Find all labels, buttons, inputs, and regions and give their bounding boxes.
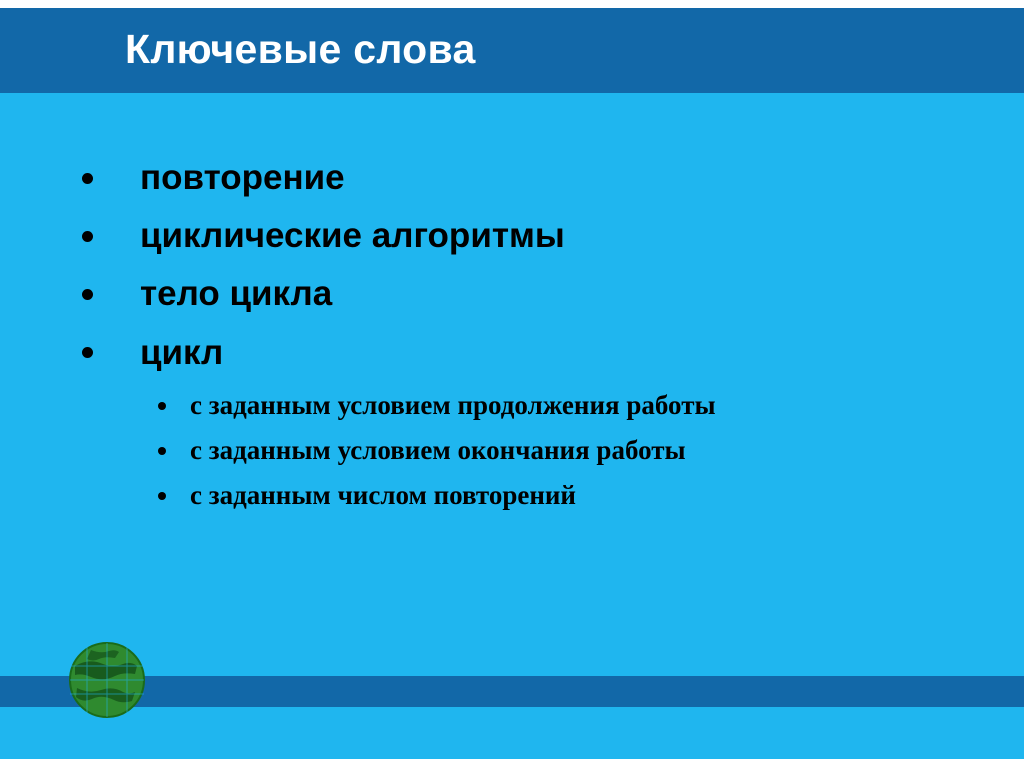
slide-body [0,8,1024,759]
sub-list-item [140,480,970,510]
list-item-label: повторение [140,158,345,197]
bullet-icon [82,347,93,358]
content-area [60,158,970,529]
sub-list-item-label: с заданным числом повторений [190,480,576,511]
bullet-icon [82,173,93,184]
list-item [60,216,970,255]
keyword-list [60,158,970,510]
bullet-icon [82,231,93,242]
page-title: Ключевые слова [125,26,476,72]
title-band [0,8,1024,93]
sub-list [140,390,970,511]
list-item-label: тело цикла [140,274,333,314]
list-item [60,333,970,511]
globe-icon [57,636,157,724]
bullet-icon [158,402,166,410]
list-item [60,158,970,197]
list-item [60,274,970,313]
sub-list-item [140,390,970,420]
sub-list-item-label: с заданным условием продолжения работы [190,389,716,420]
bullet-icon [158,492,166,500]
sub-list-item-label: с заданным условием окончания работы [190,434,686,465]
bullet-icon [158,447,166,455]
sub-list-item [140,435,970,465]
list-item-label: циклические алгоритмы [140,216,565,256]
list-item-label: цикл [140,332,224,372]
bullet-icon [82,289,93,300]
